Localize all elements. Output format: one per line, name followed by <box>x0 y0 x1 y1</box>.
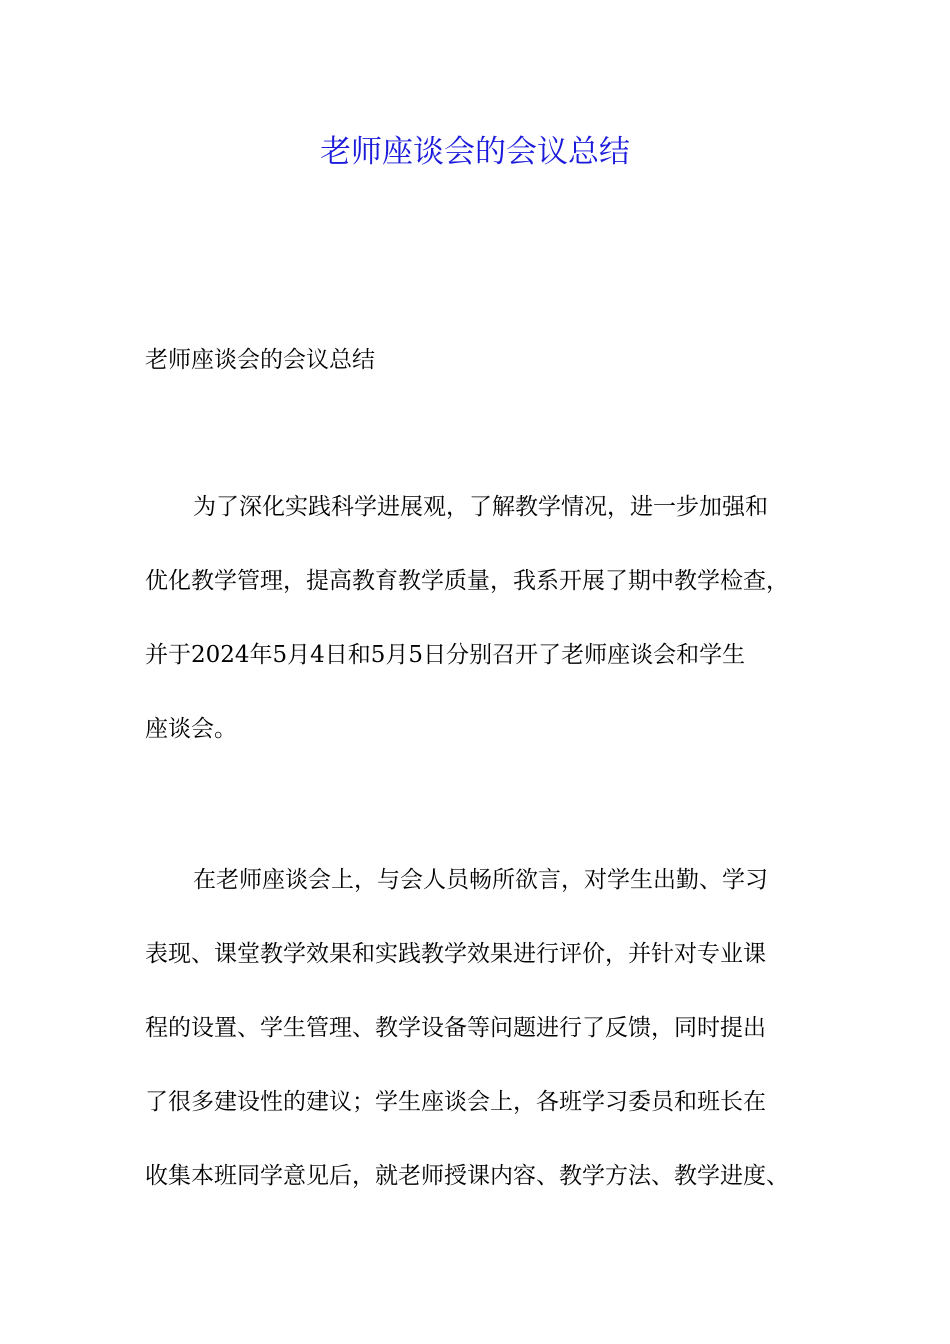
document-subtitle: 老师座谈会的会议总结 <box>145 347 375 373</box>
paragraph-line: 优化教学管理，提高教育教学质量，我系开展了期中教学检查， <box>145 568 789 594</box>
paragraph-line: 了很多建设性的建议；学生座谈会上，各班学习委员和班长在 <box>145 1089 766 1115</box>
paragraph-1 <box>145 489 825 785</box>
paragraph-line: 表现、课堂教学效果和实践教学效果进行评价，并针对专业课 <box>145 941 766 967</box>
paragraph-line: 程的设置、学生管理、教学设备等问题进行了反馈，同时提出 <box>145 1015 766 1041</box>
document-title: 老师座谈会的会议总结 <box>320 134 630 170</box>
paragraph-line: 并于2024年5月4日和5月5日分别召开了老师座谈会和学生 <box>145 642 746 668</box>
paragraph-line: 收集本班同学意见后，就老师授课内容、教学方法、教学进度、 <box>145 1163 789 1189</box>
paragraph-line: 座谈会。 <box>145 716 237 742</box>
paragraph-line: 为了深化实践科学进展观，了解教学情况，进一步加强和 <box>193 494 768 520</box>
paragraph-2 <box>145 862 825 1232</box>
paragraph-line: 在老师座谈会上，与会人员畅所欲言，对学生出勤、学习 <box>193 867 768 893</box>
